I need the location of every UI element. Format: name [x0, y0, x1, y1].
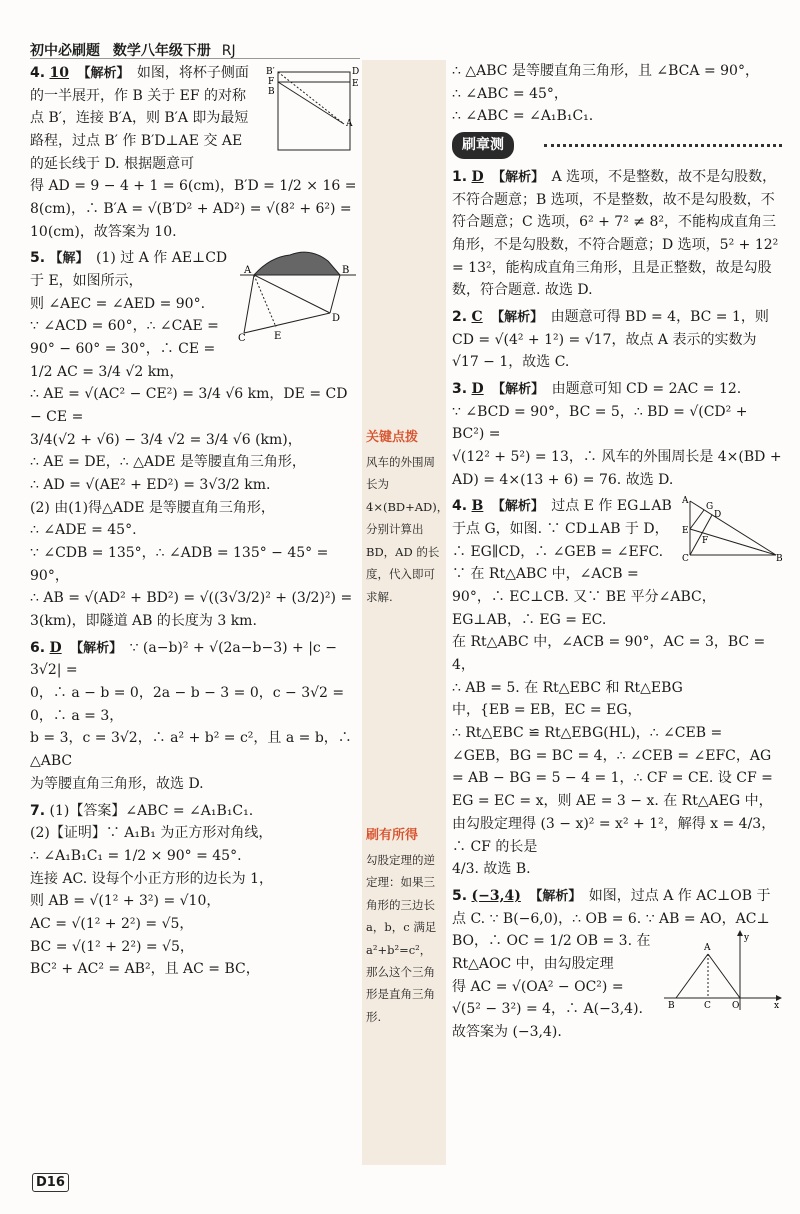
q5-line-12: ∴ AB = √(AD² + BD²) = √((3√3/2)² + (3/2)²) =	[30, 590, 353, 607]
svg-text:D: D	[352, 67, 360, 77]
r2-line-1: 由题意可得 BD = 4，BC = 1，则	[550, 309, 769, 326]
svg-text:B: B	[776, 554, 783, 565]
r3-line-3: √(12² + 5²) = 13，∴ 风车的外围周长是 4×(BD +	[452, 449, 782, 466]
svg-text:x: x	[774, 1001, 780, 1012]
svg-text:A: A	[244, 265, 252, 277]
answer-3	[452, 378, 782, 491]
note-takeaway-text: 勾股定理的逆定理：如果三角形的三边长 a，b，c 满足 a²+b²=c²，那么这个三角形是直角三角形.	[366, 852, 437, 1024]
triangle-bisector-figure	[682, 495, 782, 563]
note-takeaway-title: 刷有所得	[366, 827, 419, 843]
r2-answer: C	[471, 309, 483, 326]
q5-line-1: (1) 过 A 作 AE⊥CD 于 E，如图所示，	[30, 250, 228, 290]
chapter-test-badge: 刷章测	[452, 132, 514, 159]
q6-tag: 【解析】	[70, 640, 123, 656]
r2-tag: 【解析】	[491, 310, 544, 326]
note-key-tip-text: 风车的外围周长为 4×(BD+AD)，分别计算出 BD，AD 的长度，代入即可求解.	[366, 455, 449, 604]
q7-continued-1: ∴ △ABC 是等腰直角三角形，且 ∠BCA = 90°，	[452, 63, 759, 79]
question-7	[30, 800, 360, 981]
q5-line-4: 90° − 60° = 30°，∴ CE = 1/2 AC = 3/4 √2 km，	[30, 341, 216, 380]
r2-number: 2.	[452, 309, 468, 326]
r4-answer: B	[471, 498, 484, 515]
q5-line-3: ∵ ∠ACD = 60°，∴ ∠CAE =	[30, 318, 219, 335]
q6-line-3: b = 3，c = 3√2，∴ a² + b² = c²，且 a = b，∴ △ABC	[30, 730, 352, 770]
q4-number: 4.	[30, 65, 46, 81]
q7-continued-3: ∴ ∠ABC = ∠A₁B₁C₁.	[452, 108, 594, 125]
svg-text:C: C	[704, 1001, 711, 1012]
q5-line-8: ∴ AD = √(AE² + ED²) = 3√3/2 km.	[30, 477, 271, 494]
r5-number: 5.	[452, 887, 468, 904]
left-column	[30, 62, 360, 985]
book-edition: RJ	[221, 43, 236, 59]
r4-line-2: 在 Rt△ABC 中，∠ACB = 90°，AC = 3，BC = 4，	[452, 634, 766, 674]
question-5	[30, 247, 360, 632]
r4-tag: 【解析】	[491, 499, 544, 515]
r2-line-2: CD = √(4² + 1²) = √17，故点 A 表示的实数为	[452, 331, 757, 348]
svg-text:D: D	[714, 510, 722, 521]
mountain-tunnel-figure	[240, 247, 360, 343]
svg-text:B′: B′	[266, 67, 275, 77]
q6-number: 6.	[30, 639, 46, 656]
q4-line-2: 得 AD = 9 − 4 + 1 = 6(cm)，B′D = 1/2 × 16 =	[30, 178, 357, 195]
q4-line-4: 10(cm)，故答案为 10.	[30, 223, 177, 240]
margin-notes	[362, 60, 449, 1165]
r3-line-1: 由题意可知 CD = 2AC = 12.	[551, 381, 742, 398]
svg-text:C: C	[238, 333, 246, 345]
note-key-tip-title: 关键点拨	[366, 430, 419, 445]
book-series: 初中必刷题	[30, 43, 100, 59]
q5-line-11: ∵ ∠CDB = 135°，∴ ∠ADB = 135° − 45° = 90°，	[30, 545, 329, 584]
q7-continued-2: ∴ ∠ABC = 45°，	[452, 85, 568, 102]
q5-number: 5.	[30, 250, 46, 267]
q7-line-5: 则 AB = √(1² + 3²) = √10，	[30, 893, 221, 910]
r3-tag: 【解析】	[492, 382, 545, 398]
r4-line-1: 过点 E 作 EG⊥AB 于点 G，如图. ∵ CD⊥AB 于 D，∴ EG∥CD，∴ ∠GEB = ∠EFC. ∵ 在 Rt△ABC 中，∠ACB = 90°，∴ EC⊥CB. 又∵ BE 平分∠ABC，EG⊥AB，∴ EG = EC.	[452, 498, 716, 628]
r5-line-1: 如图，过点 A 作 AC⊥OB 于点 C. ∵ B(−6,0)，∴ OB = 6. ∵ AB = AO，AC⊥	[452, 887, 771, 927]
r5-answer: (−3,4)	[471, 887, 521, 904]
r1-answer: D	[471, 169, 484, 186]
q5-line-10: ∴ ∠ADE = 45°.	[30, 522, 137, 539]
r5-line-4: 得 AC = √(OA² − OC²) =	[452, 978, 624, 995]
r5-line-3: Rt△AOC 中，由勾股定理	[452, 955, 614, 972]
svg-text:E: E	[682, 526, 689, 537]
coordinate-figure	[664, 930, 782, 1012]
q5-line-9: (2) 由(1)得△ADE 是等腰直角三角形，	[30, 499, 275, 516]
answer-4	[452, 495, 782, 880]
svg-text:F: F	[702, 536, 709, 547]
q7-line-4: 连接 AC. 设每个小正方形的边长为 1，	[30, 870, 274, 887]
header-rule	[30, 58, 360, 59]
q7-line-8: BC² + AC² = AB²，且 AC = BC，	[30, 961, 260, 978]
svg-text:D: D	[332, 313, 341, 325]
r3-number: 3.	[452, 381, 468, 398]
r4-line-4: 中，{EB = EB，EC = EG，	[452, 702, 642, 719]
svg-text:A: A	[682, 496, 689, 507]
q5-line-2: 则 ∠AEC = ∠AED = 90°.	[30, 295, 206, 312]
q7-line-6: AC = √(1² + 2²) = √5，	[30, 915, 194, 932]
svg-text:A: A	[704, 943, 711, 954]
r3-line-2: ∵ ∠BCD = 90°，BC = 5，∴ BD = √(CD² + BC²) =	[452, 403, 748, 443]
question-4	[30, 62, 360, 243]
r2-line-3: √17 − 1，故选 C.	[452, 354, 570, 371]
q5-tag: 【解】	[49, 251, 89, 267]
q4-answer: 10	[49, 65, 69, 81]
r4-line-3: ∴ AB = 5. 在 Rt△EBC 和 Rt△EBG	[452, 679, 683, 696]
r4-line-5: ∴ Rt△EBC ≌ Rt△EBG(HL)，∴ ∠CEB = ∠GEB，BG = BC = 4，∴ ∠CEB = ∠EFC，AG = AB − BG = 5 − 4 = 1，∴ CF = CE. 设 CF = EG = EC = x，则 AE = 3 − x. 在 Rt△AEG 中，由勾股定理得 (3 − x)² = x² + 1²，解得 x = 4/3，∴ CF 的长是	[452, 725, 776, 855]
q5-line-7: ∴ AE = DE，∴ △ADE 是等腰直角三角形，	[30, 454, 306, 471]
r1-number: 1.	[452, 169, 468, 186]
q6-line-2: 0，∴ a − b = 0，2a − b − 3 = 0，c − 3√2 = 0，∴ a = 3，	[30, 685, 345, 724]
answer-5	[452, 885, 782, 1044]
r5-line-2: BO，∴ OC = 1/2 OB = 3. 在	[452, 933, 651, 950]
cup-unfold-figure	[264, 62, 360, 152]
book-subject: 数学八年级下册	[112, 43, 211, 59]
right-column	[452, 60, 782, 1048]
answer-2	[452, 306, 782, 374]
r5-tag: 【解析】	[529, 888, 582, 904]
r4-line-6: 4/3. 故选 B.	[452, 861, 531, 878]
q4-line-3: 8(cm)，∴ B′A = √(B′D² + AD²) = √(8² + 6²) =	[30, 201, 352, 218]
q7-line-1: (1)【答案】∠ABC = ∠A₁B₁C₁.	[49, 802, 254, 819]
chapter-test-header	[452, 132, 782, 160]
svg-text:E: E	[352, 79, 359, 89]
question-6	[30, 637, 360, 796]
q7-line-3: ∴ ∠A₁B₁C₁ = 1/2 × 90° = 45°.	[30, 847, 242, 864]
answer-1	[452, 166, 782, 302]
page-number: D16	[32, 1173, 69, 1192]
q5-line-13: 3(km)，即隧道 AB 的长度为 3 km.	[30, 613, 257, 630]
q6-answer: D	[49, 639, 62, 656]
q6-line-4: 为等腰直角三角形，故选 D.	[30, 775, 204, 792]
q4-line-1: 如图，将杯子侧面的一半展开，作 B 关于 EF 的对称点 B′，连接 B′A，则 B′A 即为最短路程，过点 B′ 作 B′D⊥AE 交 AE 的延长线于 D. 根据题意可	[30, 65, 249, 172]
svg-text:B: B	[268, 87, 275, 97]
svg-text:E: E	[274, 331, 282, 343]
r1-tag: 【解析】	[492, 170, 545, 186]
r4-number: 4.	[452, 498, 468, 515]
q7-number: 7.	[30, 802, 46, 819]
svg-text:C: C	[682, 554, 689, 565]
chapter-test-dots	[544, 144, 782, 147]
svg-text:O: O	[732, 1001, 740, 1012]
q6-line-1: ∵ (a−b)² + √(2a−b−3) + |c − 3√2| =	[30, 639, 337, 679]
r1-line-1: A 选项，不是整数，故不是勾股数，不符合题意；B 选项，不是整数，故不是勾股数，不符合题意；C 选项，6² + 7² ≠ 8²，不能构成直角三角形，不是勾股数，不符合题意；D 选项，5² + 12² = 13²，能构成直角三角形，且是正整数，故是勾股数，符合题意. 故选 D.	[452, 169, 779, 299]
svg-text:G: G	[706, 502, 714, 513]
q5-line-6: 3/4(√2 + √6) − 3/4 √2 = 3/4 √6 (km)，	[30, 431, 302, 448]
svg-text:B: B	[668, 1001, 675, 1012]
r3-answer: D	[471, 381, 484, 398]
svg-text:y: y	[744, 933, 750, 944]
q7-line-7: BC = √(1² + 2²) = √5，	[30, 938, 194, 955]
q7-line-2: (2)【证明】∵ A₁B₁ 为正方形对角线，	[30, 825, 273, 842]
r5-line-5: √(5² − 3²) = 4，∴ A(−3,4). 故答案为 (−3,4).	[452, 1001, 643, 1040]
q5-line-5: ∴ AE = √(AC² − CE²) = 3/4 √6 km，DE = CD − CE =	[30, 386, 348, 426]
svg-text:B: B	[342, 265, 350, 277]
r3-line-4: AD) = 4×(13 + 6) = 76. 故选 D.	[452, 471, 674, 488]
page-header	[30, 40, 236, 60]
svg-text:A: A	[346, 119, 353, 129]
svg-text:F: F	[268, 77, 275, 87]
q4-tag: 【解析】	[77, 66, 130, 81]
